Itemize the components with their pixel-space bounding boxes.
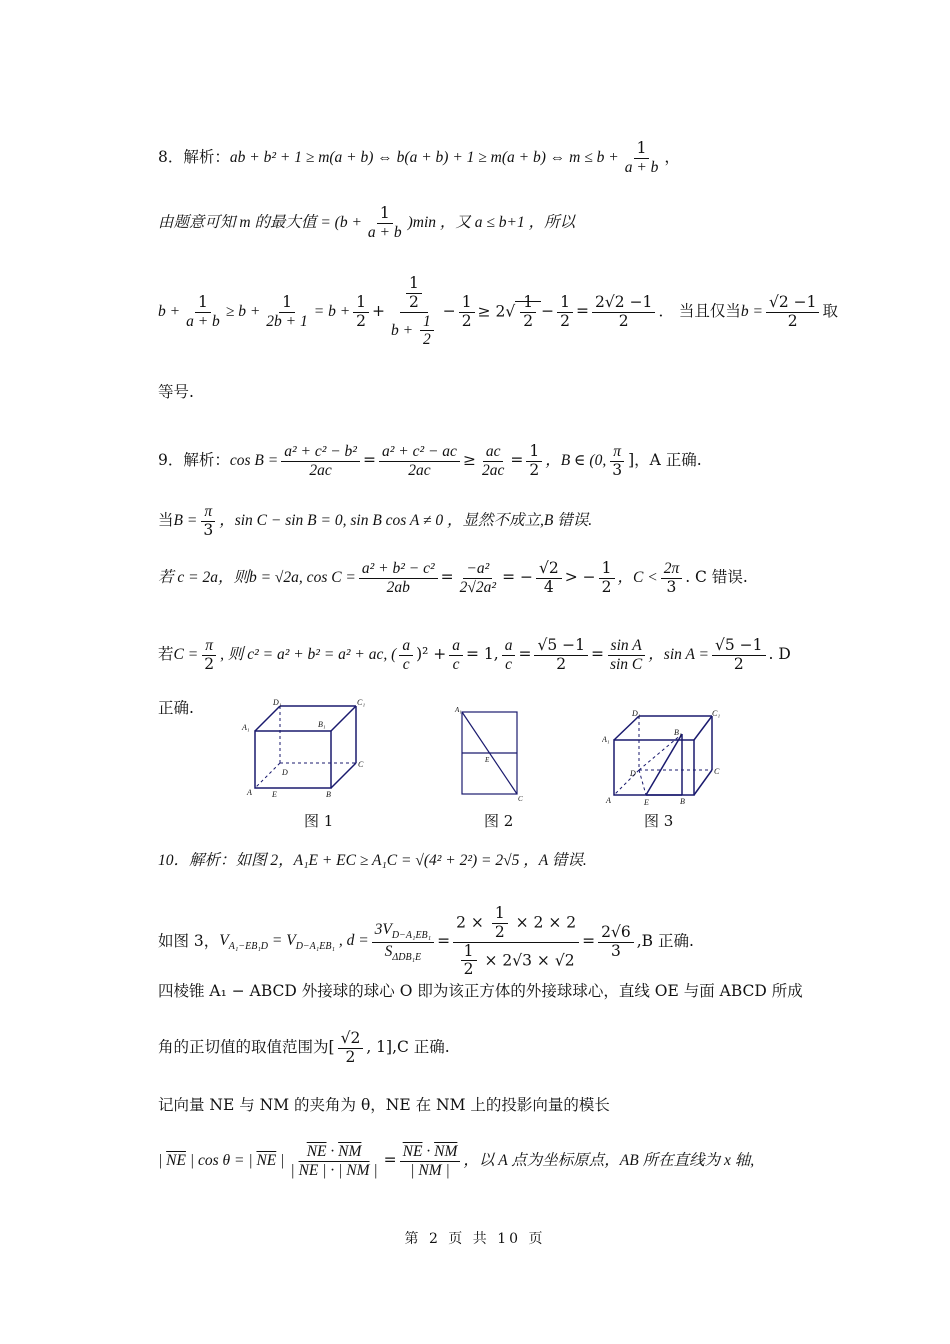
q8-line3: b + $\frac{1}{a + b}$ ≥ b + $\frac{1}{2b + 1}$ = b + $\frac{1}{2}$ + $\frac{1}{2}$ b + $\frac{1}{2}$ − $\frac{1}{2}$ ≥ 2√ $\frac{1}{2}$ − $\frac{1}{2}$ = $\frac{2√2 -1}{2}$ ． 当且仅当 b = $\frac{√2 -1}{2}$ 取: [158, 274, 838, 349]
svg-text:A₁: A₁: [242, 723, 250, 732]
q9-line4: 若 C = $\frac{\pi}{2}$ , 则 c² = a² + b² = a² + ac, ( $\frac{a}{c}$ )² + $\frac{a}{c}$ = 1, $\frac{a}{c}$ = $\frac{√5 -1}{2}$ = $\frac{\text{sin A}}{\text{sin C}}$ ，sin A = $\frac{√5 -1}{2}$ . D: [158, 636, 791, 673]
q8-line1: 8．解析： ab + b² + 1 ≥ m(a + b) ⇔ b(a + b) + 1 ≥ m(a + b) ⇔ m ≤ b + $\frac{1}{a + b}$ ，: [158, 139, 680, 176]
q10-line3: 四棱锥 A₁ − ABCD 外接球的球心 O 即为该正方体的外接球球心，直线 OE 与面 ABCD 所成: [158, 982, 803, 1000]
q9-line1: 9．解析： cos B = $\frac{\text{a² + c² − b²}}{2ac}$ = $\frac{\text{a² + c² − ac}}{2ac}$ ≥ $\frac{ac}{2ac}$ = $\frac{1}{2}$ ，B ∈ (0, $\frac{\pi}{3}$ ] ，A 正确.: [158, 442, 702, 479]
svg-text:C₁: C₁: [712, 709, 721, 718]
fraction: $\frac{1}{a + b}$: [367, 204, 402, 241]
svg-text:B: B: [326, 790, 331, 799]
q8-line2: 由题意可知 m 的最大值 = (b + $\frac{1}{a + b}$ )min ，又 a ≤ b+1 ，所以: [158, 204, 576, 241]
q8-line4: 等号.: [158, 383, 194, 401]
svg-text:E: E: [644, 798, 649, 807]
svg-text:C: C: [518, 795, 523, 803]
svg-text:A: A: [247, 788, 252, 797]
svg-text:D₁: D₁: [632, 709, 641, 718]
figure-1-caption: 图 1: [304, 812, 334, 830]
svg-text:A₁: A₁: [455, 706, 462, 714]
q9-line2: 当 B = $\frac{\pi}{3}$ ，sin C − sin B = 0, sin B cos A ≠ 0 ，显然不成立,B 错误.: [158, 503, 593, 539]
svg-text:C: C: [714, 767, 720, 776]
svg-text:B₁: B₁: [674, 728, 682, 737]
svg-text:B: B: [680, 797, 685, 806]
figure-2-caption: 图 2: [484, 812, 514, 830]
figure-2-net: [452, 704, 527, 804]
svg-text:A₁: A₁: [602, 735, 610, 744]
q10-line1: 10．解析：如图 2，A₁E + EC ≥ A₁C = √(4² + 2²) = 2√5 ，A 错误.: [158, 852, 587, 869]
svg-text:D: D: [282, 768, 288, 777]
page-footer: 第 2 页 共 10 页: [404, 1231, 546, 1247]
figure-1-cube: [240, 697, 370, 802]
q10-line2: 如图 3， $V_{A_1-EB_1D} = V_{D-A_1EB_1}$ , d = $\frac{3V_{D-A_1EB_1}}{S_{\Delta DB_1E}}$ = 2 × $\frac{1}{2}$ × 2 × 2 $\frac{1}{2}$ × 2√3 × √2 = $\frac{2√6}{3}$ ,B 正确.: [158, 904, 694, 979]
q10-line5: 记向量 NE 与 NM 的夹角为 θ，NE 在 NM 上的投影向量的模长: [158, 1096, 610, 1114]
svg-text:B₁: B₁: [318, 720, 326, 729]
svg-text:E: E: [272, 790, 277, 799]
figure-3-caption: 图 3: [644, 812, 674, 830]
q10-line6: | $\overline{NE}$ | cos θ = | $\overline{NE}$ | $\frac{\overline{NE} \cdot \overline{NM}}{| \overline{NE} | \cdot | \overline{NM} |}$ = $\frac{\overline{NE} \cdot \overline{NM}}{| \overline{NM} |}$ ，以 A 点为坐标原点，AB 所在直线为 x 轴,: [158, 1143, 755, 1179]
fraction: $\frac{1}{a + b}$: [624, 139, 659, 176]
q10-line4: 角的正切值的取值范围为 [ $\frac{√2}{2}$ , 1] ,C 正确.: [158, 1029, 450, 1066]
q9-line5: 正确.: [158, 699, 194, 717]
svg-text:E: E: [485, 756, 490, 764]
svg-text:D: D: [630, 769, 636, 778]
svg-text:C₁: C₁: [357, 698, 366, 707]
svg-text:C: C: [358, 760, 364, 769]
q9-line3: 若 c = 2a，则 b = √2a, cos C = $\frac{\text{a² + b² − c²}}{2ab}$ = $\frac{\text{−a²}}{\text{2√2a²}}$ = − $\frac{√2}{4}$ > − $\frac{1}{2}$ ，C < $\frac{2\pi}{3}$ . C 错误.: [158, 559, 748, 596]
svg-text:A: A: [606, 796, 611, 805]
svg-text:D₁: D₁: [273, 698, 282, 707]
figure-3-cube: [602, 708, 727, 808]
